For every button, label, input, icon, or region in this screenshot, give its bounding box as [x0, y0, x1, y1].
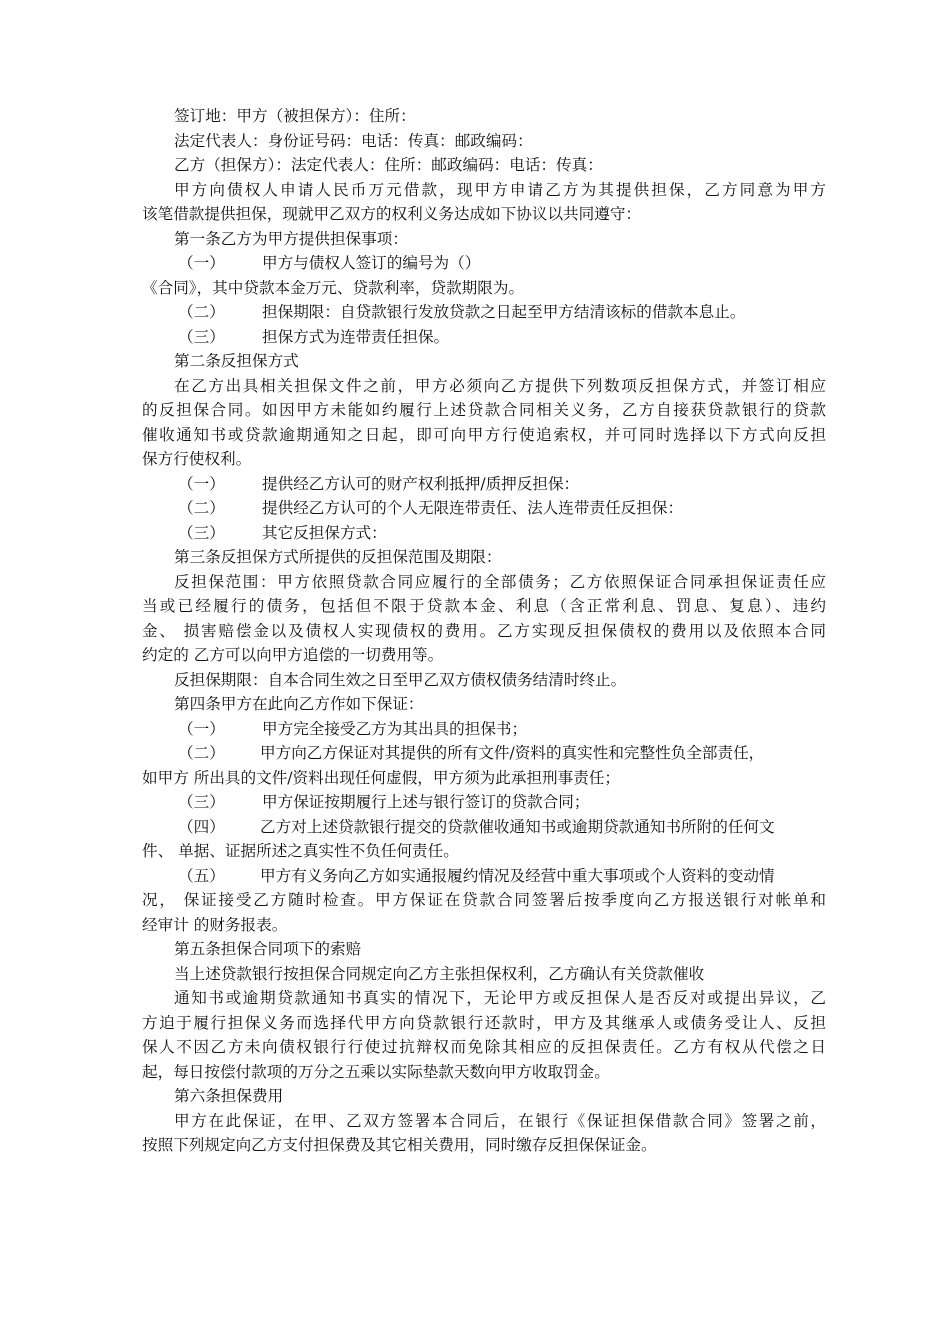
paragraph-line: 《合同》，其中贷款本金万元、贷款利率，贷款期限为。	[142, 278, 525, 297]
numbered-clause-line	[142, 717, 826, 742]
clause-text: 甲方向乙方保证对其提供的所有文件/资料的真实性和完整性负全部责任，	[260, 744, 765, 762]
paragraph-line: 第四条甲方在此向乙方作如下保证：	[174, 695, 424, 713]
paragraph-line: 件、 单据、证据所述之真实性不负任何责任。	[142, 842, 459, 860]
paragraph-line: 乙方（担保方）：法定代表人：住所：邮政编码：电话：传真：	[174, 156, 603, 174]
clause-number: （三）	[178, 327, 225, 346]
paragraph-line: 签订地：甲方（被担保方）：住所：	[174, 107, 416, 125]
numbered-clause-line	[142, 300, 826, 325]
numbered-clause-line	[142, 864, 826, 889]
clause-number: （四）	[178, 817, 225, 836]
paragraph-line: 金、 损害赔偿金以及债权人实现债权的费用。乙方实现反担保债权的费用以及依照本合同	[142, 621, 826, 640]
paragraph-line: 甲方向债权人申请人民币万元借款，现甲方申请乙方为其提供担保，乙方同意为甲方	[174, 180, 826, 199]
numbered-clause-line	[142, 496, 826, 521]
numbered-clause-line	[142, 815, 826, 840]
paragraph-line: 起，每日按偿付款项的万分之五乘以实际垫款天数向甲方收取罚金。	[142, 1062, 610, 1081]
clause-number: （一）	[178, 719, 225, 738]
paragraph-line: 保方行使权利。	[142, 450, 252, 468]
clause-text: 甲方与债权人签订的编号为（）	[262, 254, 481, 272]
paragraph-line: 的反担保合同。如因甲方未能如约履行上述贷款合同相关义务，乙方自接获贷款银行的贷款	[142, 401, 826, 419]
paragraph-line: 反担保范围：甲方依照贷款合同应履行的全部债务；乙方依照保证合同承担保证责任应	[174, 572, 826, 591]
numbered-clause-line	[142, 472, 826, 497]
paragraph-line: 约定的 乙方可以向甲方追偿的一切费用等。	[142, 646, 444, 664]
numbered-clause-line	[142, 325, 826, 350]
paragraph-line: 法定代表人：身份证号码：电话：传真：邮政编码：	[174, 131, 533, 150]
clause-number: （二）	[178, 303, 225, 321]
paragraph-line: 第二条反担保方式	[174, 352, 299, 370]
paragraph-line: 保人不因乙方未向债权银行行使过抗辩权而免除其相应的反担保责任。乙方有权从代偿之日	[142, 1038, 826, 1056]
numbered-clause-line	[142, 790, 826, 815]
paragraph-line: 况， 保证接受乙方随时检查。甲方保证在贷款合同签署后按季度向乙方报送银行对帐单和	[142, 891, 826, 909]
paragraph-line: 反担保期限：自本合同生效之日至甲乙双方债权债务结清时终止。	[174, 670, 627, 689]
paragraph-line: 按照下列规定向乙方支付担保费及其它相关费用，同时缴存反担保保证金。	[142, 1136, 657, 1154]
paragraph-line: 当上述贷款银行按担保合同规定向乙方主张担保权利，乙方确认有关贷款催收	[174, 964, 705, 983]
paragraph-line: 通知书或逾期贷款通知书真实的情况下，无论甲方或反担保人是否反对或提出异议，乙	[174, 989, 826, 1007]
clause-text: 甲方有义务向乙方如实通报履约情况及经营中重大事项或个人资料的变动情	[260, 866, 775, 885]
clause-number: （一）	[178, 474, 225, 493]
numbered-clause-line	[142, 741, 826, 766]
clause-number: （二）	[178, 744, 225, 762]
paragraph-line: 如甲方 所出具的文件/资料出现任何虚假，甲方须为此承担刑事责任；	[142, 768, 621, 787]
clause-number: （一）	[178, 254, 225, 272]
clause-text: 乙方对上述贷款银行提交的贷款催收通知书或逾期贷款通知书所附的任何文	[260, 817, 775, 836]
clause-text: 提供经乙方认可的财产权利抵押/质押反担保：	[262, 474, 580, 493]
paragraph-line: 经审计 的财务报表。	[142, 915, 288, 934]
clause-number: （二）	[178, 499, 225, 517]
numbered-clause-line	[142, 251, 826, 276]
paragraph-line: 第三条反担保方式所提供的反担保范围及期限：	[174, 548, 502, 566]
clause-number: （三）	[178, 523, 225, 542]
contract-body	[142, 104, 826, 1158]
paragraph-line: 第五条担保合同项下的索赔	[174, 940, 362, 958]
paragraph-line: 第六条担保费用	[174, 1087, 284, 1105]
paragraph-line: 甲方在此保证，在甲、乙双方签署本合同后，在银行《保证担保借款合同》签署之前，	[174, 1111, 826, 1130]
paragraph-line: 催收通知书或贷款逾期通知之日起，即可向甲方行使追索权，并可同时选择以下方式向反担	[142, 425, 826, 444]
clause-text: 甲方完全接受乙方为其出具的担保书；	[262, 719, 528, 738]
clause-text: 担保期限：自贷款银行发放贷款之日起至甲方结清该标的借款本息止。	[262, 303, 746, 321]
paragraph-line: 当或已经履行的债务，包括但不限于贷款本金、利息（含正常利息、罚息、复息）、违约	[142, 597, 826, 615]
clause-text: 其它反担保方式：	[262, 523, 387, 542]
clause-text: 提供经乙方认可的个人无限连带责任、法人连带责任反担保：	[262, 499, 684, 517]
clause-number: （三）	[178, 793, 225, 811]
clause-text: 甲方保证按期履行上述与银行签订的贷款合同；	[262, 793, 590, 811]
paragraph-line: 在乙方出具相关担保文件之前，甲方必须向乙方提供下列数项反担保方式，并签订相应	[174, 376, 826, 395]
clause-number: （五）	[178, 866, 225, 885]
paragraph-line: 该笔借款提供担保，现就甲乙双方的权利义务达成如下协议以共同遵守：	[142, 205, 642, 223]
clause-text: 担保方式为连带责任担保。	[262, 327, 450, 346]
numbered-clause-line	[142, 521, 826, 546]
paragraph-line: 方迫于履行担保义务而选择代甲方向贷款银行还款时，甲方及其继承人或债务受让人、反担	[142, 1013, 826, 1032]
paragraph-line: 第一条乙方为甲方提供担保事项：	[174, 229, 408, 248]
